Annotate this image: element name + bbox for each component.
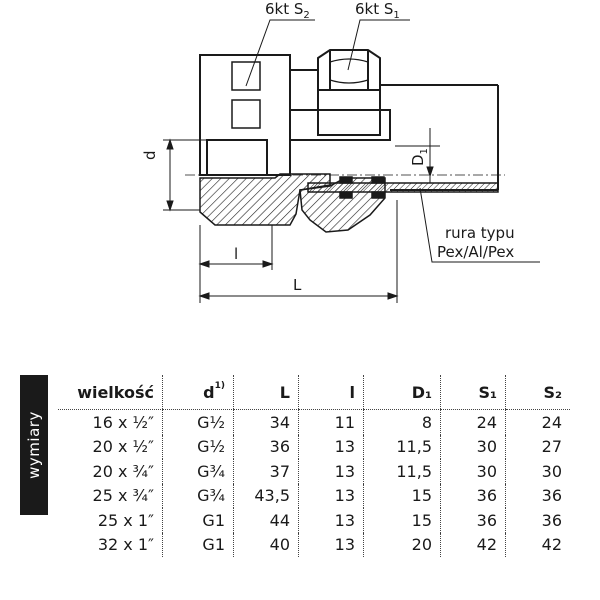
hex-s2-flats [232,62,260,128]
table-row [58,410,570,435]
cell-size: 20 x ¾″ [92,461,154,481]
cell-L: 36 [234,435,299,460]
cell-L: 43,5 [234,484,299,509]
cell-S2: 36 [506,484,571,509]
cell-l: 13 [299,533,364,558]
table-row [58,508,570,533]
dim-D1-label: $D_1$ [409,148,430,166]
cell-S1: 36 [441,508,506,533]
cell-l: 11 [299,410,364,435]
hex-s2-label: 6kt $S_2$ [265,0,310,21]
header-S2: S₂ [506,375,571,410]
header-d: $d^{1)}$ [163,375,234,410]
cell-d: G½ [163,435,234,460]
cell-L: 37 [234,459,299,484]
side-label [20,375,48,515]
cell-D1: 11,5 [364,435,441,460]
cell-S1: 24 [441,410,506,435]
cell-size: 25 x ¾″ [92,486,154,506]
cell-l: 13 [299,459,364,484]
cell-S2: 24 [506,410,571,435]
table-row [58,435,570,460]
table-row [58,533,570,558]
cell-S1: 42 [441,533,506,558]
header-wielkosc: wielkość [58,375,163,410]
pipe-note-line1: rura typu [445,224,515,242]
cell-S2: 36 [506,508,571,533]
header-L: L [234,375,299,410]
cell-S1: 36 [441,484,506,509]
header-D1: D₁ [364,375,441,410]
cell-size: 32 x 1″ [97,535,154,555]
table-row [58,459,570,484]
cell-d: G1 [163,508,234,533]
cell-d: G½ [163,410,234,435]
hex-s1-label: 6kt $S_1$ [355,0,400,21]
cell-S2: 42 [506,533,571,558]
header-S1: S₁ [441,375,506,410]
hex-leaders [246,20,410,86]
cell-S1: 30 [441,459,506,484]
side-label-text: wymiary [25,411,43,479]
cell-D1: 11,5 [364,459,441,484]
dim-L-label: L [293,276,302,294]
table-row [58,484,570,509]
dim-l-label: l [234,245,239,263]
cell-D1: 8 [364,410,441,435]
cell-d: G¾ [163,484,234,509]
table-header-row [58,375,570,410]
cell-S2: 30 [506,459,571,484]
dimension-l [200,225,272,303]
cell-S2: 27 [506,435,571,460]
cell-D1: 15 [364,508,441,533]
dimensions-table [58,375,570,557]
cell-size: 16 x ½″ [92,412,154,432]
cell-d: G1 [163,533,234,558]
cell-L: 34 [234,410,299,435]
cell-d: G¾ [163,459,234,484]
cell-D1: 15 [364,484,441,509]
cell-l: 13 [299,435,364,460]
cell-size: 25 x 1″ [97,510,154,530]
hex-s1-flats [330,59,368,83]
cell-L: 44 [234,508,299,533]
cell-L: 40 [234,533,299,558]
cell-l: 13 [299,508,364,533]
cell-l: 13 [299,484,364,509]
header-l: l [299,375,364,410]
pipe-note-line2: Pex/Al/Pex [437,243,515,261]
cell-D1: 20 [364,533,441,558]
dimensions-table-section [20,375,580,590]
cell-S1: 30 [441,435,506,460]
dim-d-label: d [141,150,159,160]
cell-size: 20 x ½″ [92,437,154,457]
